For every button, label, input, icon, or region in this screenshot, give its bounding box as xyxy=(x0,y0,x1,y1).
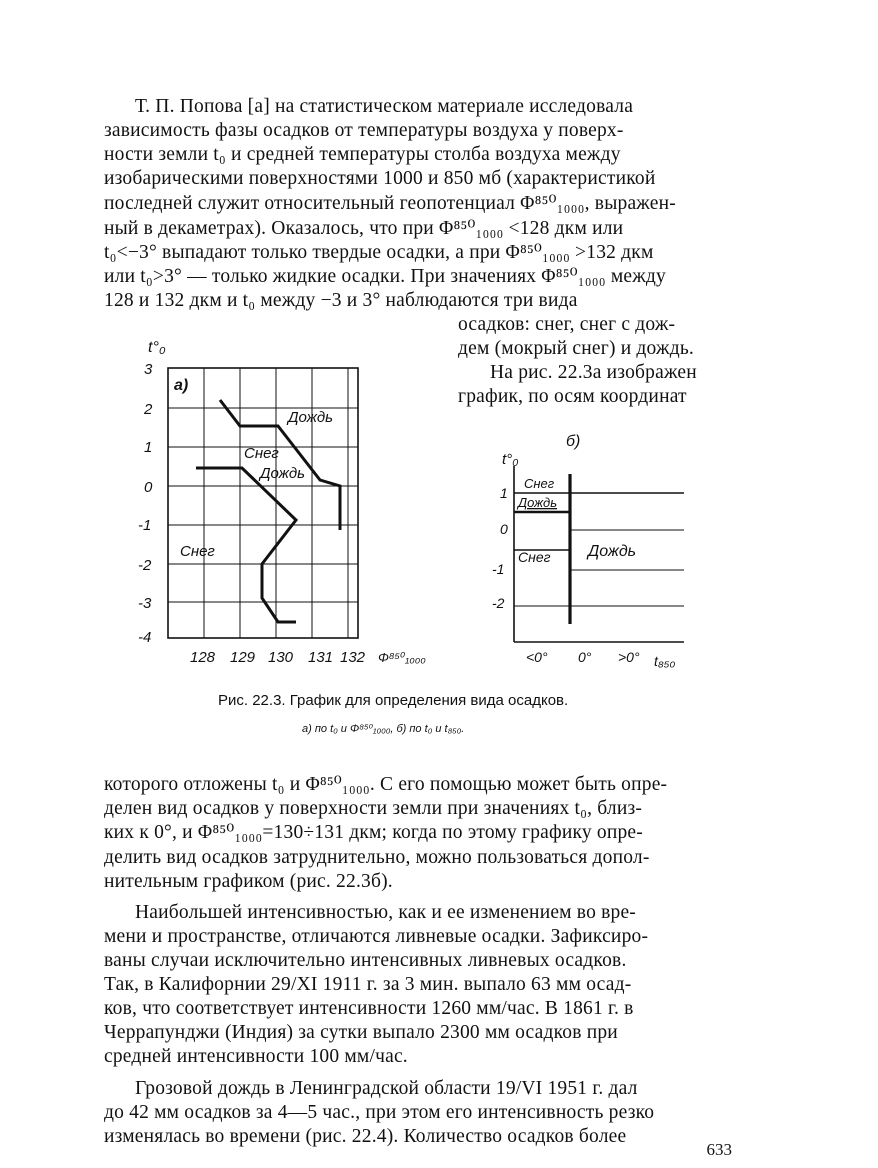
page-number: 633 xyxy=(706,1140,732,1159)
text-line: осадков: снег, снег с дож- xyxy=(458,314,676,335)
chart-a-x-tick: 128 xyxy=(190,649,216,666)
chart-b-y-tick: -1 xyxy=(492,561,505,577)
figure-subcaption: а) по t₀ и Φ⁸⁵⁰₁₀₀₀, б) по t₀ и t₈₅₀. xyxy=(302,723,465,735)
text-line: изобарическими поверхностями 1000 и 850 мб (характеристикой xyxy=(104,168,656,189)
figure-chart-b xyxy=(478,430,718,680)
text-line: ков, что соответствует интенсивности 1260 мм/час. В 1861 г. в xyxy=(104,998,634,1019)
text-line: изменялась во времени (рис. 22.4). Количество осадков более xyxy=(104,1126,627,1147)
text-line: ности земли t₀ и средней температуры столба воздуха между xyxy=(104,144,621,165)
chart-a-y-tick: 0 xyxy=(144,479,153,496)
figure-caption: Рис. 22.3. График для определения вида осадков. xyxy=(218,692,569,709)
chart-b-region-rain-box: Дождь xyxy=(518,495,558,510)
text-line: На рис. 22.3а изображен xyxy=(490,362,697,383)
text-line: дем (мокрый снег) и дождь. xyxy=(458,338,694,359)
chart-b-region-snow-low: Снег xyxy=(518,549,551,565)
text-line: до 42 мм осадков за 4—5 час., при этом его интенсивность резко xyxy=(104,1102,655,1123)
chart-b-y-tick: -2 xyxy=(492,595,505,611)
chart-a-y-axis-label: t°₀ xyxy=(148,339,166,356)
chart-a-y-tick: -3 xyxy=(138,595,152,612)
chart-a-y-tick: 2 xyxy=(144,401,153,418)
chart-b-x-tick: >0° xyxy=(618,649,640,665)
chart-b-x-axis-label: t₈₅₀ xyxy=(654,653,676,669)
text-line: ких к 0°, и Φ⁸⁵⁰₁₀₀₀=130÷131 дкм; когда по этому графику опре- xyxy=(104,822,643,843)
chart-a-region-sleet-top: Снег xyxy=(244,445,279,462)
chart-b-x-tick: <0° xyxy=(526,649,548,665)
chart-a-x-tick: 132 xyxy=(340,649,366,666)
text-line: средней интенсивности 100 мм/час. xyxy=(104,1046,408,1067)
chart-a-region-rain: Дождь xyxy=(288,409,334,426)
chart-b-region-snow-top: Снег xyxy=(524,476,555,491)
text-line: Грозовой дождь в Ленинградской области 19/VI 1951 г. дал xyxy=(135,1078,638,1099)
chart-b-y-tick: 0 xyxy=(500,521,508,537)
text-line: делить вид осадков затруднительно, можно пользоваться допол- xyxy=(104,847,650,868)
text-line: Черрапунджи (Индия) за сутки выпало 2300 мм осадков при xyxy=(104,1022,618,1043)
chart-a-region-snow: Снег xyxy=(180,543,215,560)
text-line: делен вид осадков у поверхности земли при значениях t₀, близ- xyxy=(104,798,643,819)
chart-a-y-tick: -4 xyxy=(138,629,152,646)
chart-a-x-tick: 129 xyxy=(230,649,256,666)
text-line: мени и пространстве, отличаются ливневые осадки. Зафиксиро- xyxy=(104,926,649,947)
chart-a-y-tick: -2 xyxy=(138,557,152,574)
text-line: последней служит относительный геопотенциал Φ⁸⁵⁰₁₀₀₀, выражен- xyxy=(104,193,676,214)
chart-b-y-axis-label: t°₀ xyxy=(502,451,519,468)
chart-a-y-tick: -1 xyxy=(138,517,152,534)
text-line: Наибольшей интенсивностью, как и ее изменением во вре- xyxy=(135,902,637,923)
chart-a-x-tick: 131 xyxy=(308,649,334,666)
text-line: Т. П. Попова [а] на статистическом материале исследовала xyxy=(135,96,634,117)
text-line: которого отложены t₀ и Φ⁸⁵⁰₁₀₀₀. С его помощью может быть опре- xyxy=(104,774,668,795)
chart-a-x-tick: 130 xyxy=(268,649,294,666)
text-line: Так, в Калифорнии 29/XI 1911 г. за 3 мин. выпало 63 мм осад- xyxy=(104,974,632,995)
chart-b-panel-label: б) xyxy=(566,433,581,450)
chart-a-x-axis-label: Φ⁸⁵⁰₁₀₀₀ xyxy=(378,650,426,665)
text-line: ный в декаметрах). Оказалось, что при Φ⁸⁵⁰₁₀₀₀ <128 дкм или xyxy=(104,218,624,239)
chart-a-y-tick: 1 xyxy=(144,439,153,456)
text-line: нительным графиком (рис. 22.3б). xyxy=(104,871,393,892)
text-line: зависимость фазы осадков от температуры воздуха у поверх- xyxy=(104,120,624,141)
text-line: t₀<−3° выпадают только твердые осадки, а при Φ⁸⁵⁰₁₀₀₀ >132 дкм xyxy=(104,242,654,263)
text-line: или t₀>3° — только жидкие осадки. При значениях Φ⁸⁵⁰₁₀₀₀ между xyxy=(104,266,666,287)
chart-a-y-tick: 3 xyxy=(144,361,153,378)
figure-chart-a xyxy=(130,330,430,670)
text-line: график, по осям координат xyxy=(458,386,687,407)
chart-b-region-rain: Дождь xyxy=(588,543,637,560)
chart-a-region-sleet-bottom: Дождь xyxy=(260,465,306,482)
text-line: 128 и 132 дкм и t₀ между −3 и 3° наблюдаются три вида xyxy=(104,290,578,311)
chart-b-y-tick: 1 xyxy=(500,485,508,501)
chart-b-x-tick: 0° xyxy=(578,649,592,665)
chart-a-panel-label: а) xyxy=(174,377,189,394)
text-line: ваны случаи исключительно интенсивных ливневых осадков. xyxy=(104,950,627,971)
